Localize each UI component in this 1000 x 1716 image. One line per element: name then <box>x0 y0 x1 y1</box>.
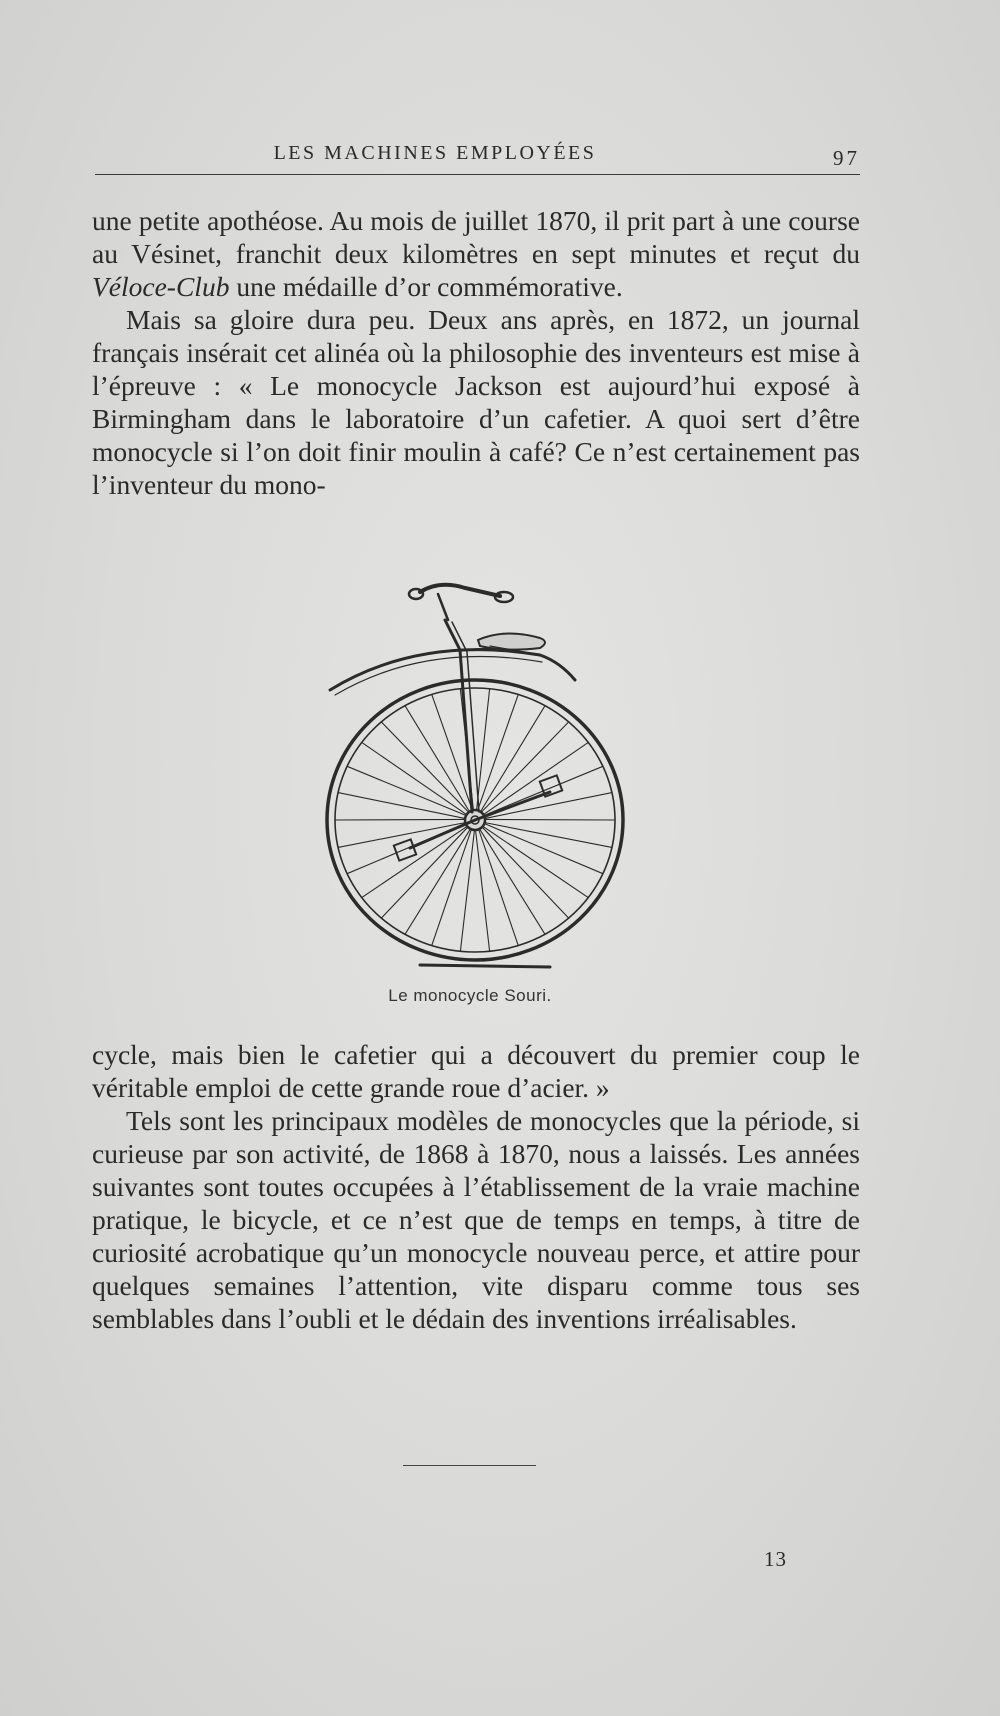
text-block-bottom <box>92 1038 860 1335</box>
monocycle-drawing <box>300 580 640 980</box>
wheel-spoke <box>338 822 466 847</box>
wheel-spoke <box>479 828 545 934</box>
wheel-spoke <box>405 706 470 813</box>
paragraph-1-text-after: une médaille d’or commémorative. <box>229 271 623 302</box>
wheel-spoke <box>481 722 569 813</box>
running-title: LES MACHINES EMPLOYÉES <box>273 142 597 164</box>
crank-arm-upper <box>475 792 550 820</box>
monocycle-illustration <box>300 580 640 980</box>
figure-caption: Le monocycle Souri. <box>388 986 552 1005</box>
wheel-spoke <box>484 819 615 820</box>
wheel-spoke <box>475 829 489 951</box>
paragraph-1-text: une petite apothéose. Au mois de juillet 1870, il prit part à une course au Vésinet, franchit deux kilomètres en sept minutes et reçut du <box>92 205 860 269</box>
wheel-spoke <box>338 793 466 819</box>
pedal-lower <box>394 839 416 860</box>
text-block-top <box>92 204 860 501</box>
handlebar <box>420 585 500 596</box>
paragraph-3: cycle, mais bien le cafetier qui a découvert du premier coup le véritable emploi de cette grande roue d’acier. » <box>92 1039 860 1103</box>
signature-mark: 13 <box>764 1547 787 1571</box>
wheel-spoke <box>476 689 489 811</box>
wheel-spoke <box>405 828 471 934</box>
header-rule <box>95 174 860 175</box>
paragraph-2: Mais sa gloire dura peu. Deux ans après, en 1872, un journal français insérait cet alinéa où la philosophie des inventeurs est mise à l’épreuve : « Le monocycle Jackson est aujourd’hui exposé à Birmingham dans le laboratoire d’un cafetier. A quoi sert d’être monocycle si l’on doit finir moulin à café? Ce n’est certainement pas l’inventeur du mono- <box>92 304 860 500</box>
running-head <box>95 138 860 174</box>
wheel-spoke <box>481 826 568 918</box>
paragraph-4: Tels sont les principaux modèles de monocycles que la période, si curieuse par son activité, de 1868 à 1870, nous a laissés. Les années suivantes sont toutes occupées à l’établissement de la vraie machine pratique, le bicycle, et ce n’est que de temps en temps, à titre de curiosité acrobatique qu’un monocycle nouveau perce, et attire pour quelques semaines l’attention, vite disparu comme tous ses semblables dans l’oubli et le dédain des inventions irréalisables. <box>92 1105 860 1334</box>
crank-arm-lower <box>410 820 475 848</box>
wheel-spoke <box>484 822 612 847</box>
wheel-spoke <box>483 823 602 874</box>
pedal-upper <box>540 775 562 796</box>
wheel-spoke <box>477 694 518 811</box>
wheel-spoke <box>460 829 474 951</box>
saddle <box>478 633 545 649</box>
end-rule <box>403 1465 536 1466</box>
paragraph-1 <box>92 204 860 303</box>
paragraph-1-italic: Véloce-Club <box>92 271 230 302</box>
wheel-spoke <box>335 819 466 820</box>
page-number: 97 <box>833 146 860 170</box>
wheel-spoke <box>381 722 469 813</box>
ground-line <box>420 965 550 967</box>
